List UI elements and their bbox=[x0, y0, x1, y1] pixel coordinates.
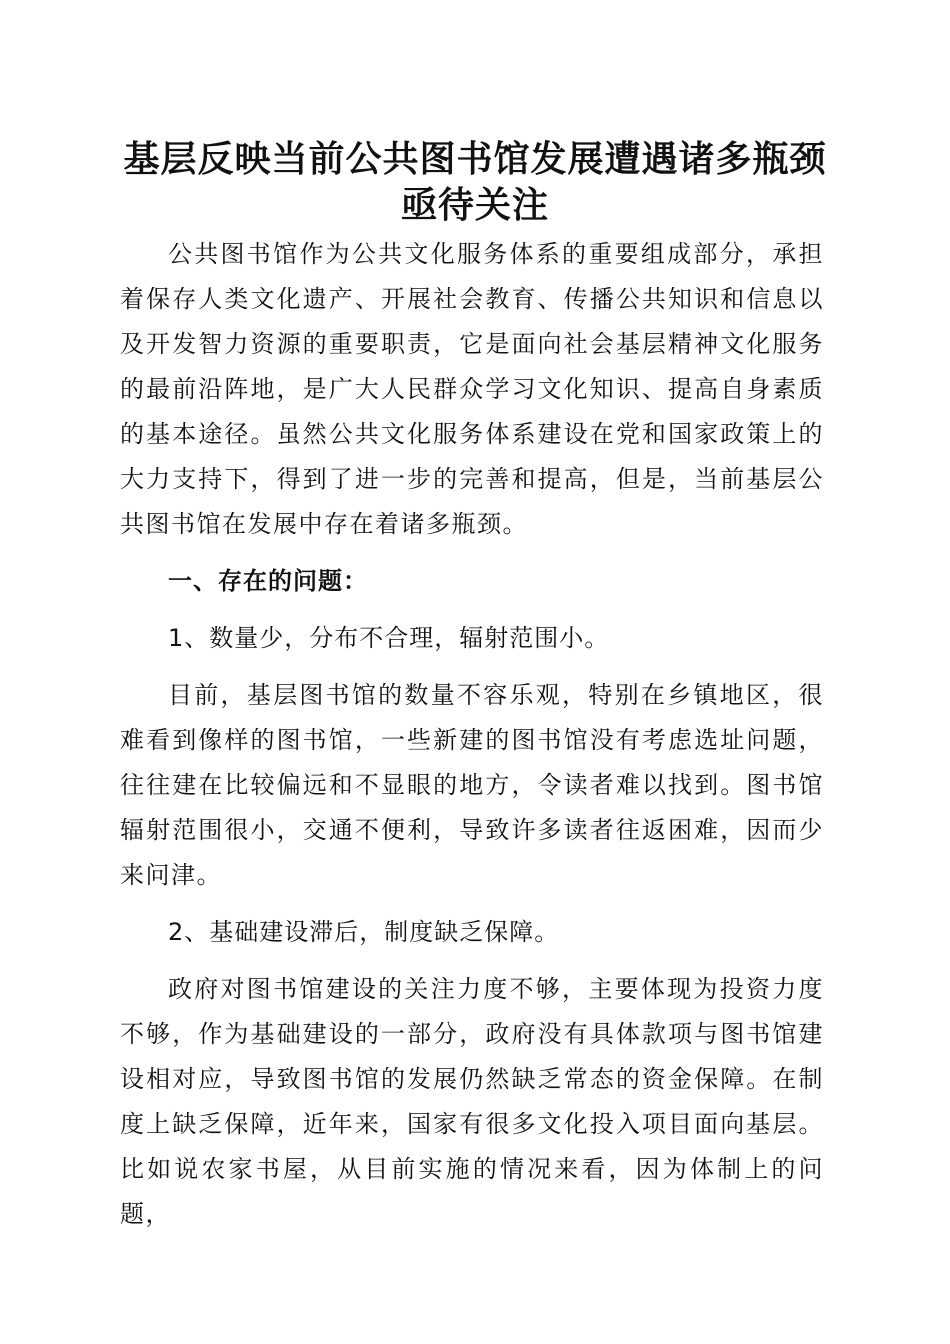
item1-heading: 1、数量少，分布不合理，辐射范围小。 bbox=[168, 624, 610, 652]
document-title: 基层反映当前公共图书馆发展遭遇诸多瓶颈亟待关注 bbox=[123, 138, 827, 226]
document-body bbox=[120, 232, 824, 1237]
item1-paragraph: 目前，基层图书馆的数量不容乐观，特别在乡镇地区，很难看到像样的图书馆，一些新建的图书馆没有考虑选址问题，往往建在比较偏远和不显眼的地方，令读者难以找到。图书馆辐射范围很小，交通不便利，导致许多读者往返困难，因而少来问津。 bbox=[120, 681, 824, 889]
intro-paragraph: 公共图书馆作为公共文化服务体系的重要组成部分，承担着保存人类文化遗产、开展社会教育、传播公共知识和信息以及开发智力资源的重要职责，它是面向社会基层精神文化服务的最前沿阵地，是广大人民群众学习文化知识、提高自身素质的基本途径。虽然公共文化服务体系建设在党和国家政策上的大力支持下，得到了进一步的完善和提高，但是，当前基层公共图书馆在发展中存在着诸多瓶颈。 bbox=[120, 240, 824, 538]
item2-paragraph: 政府对图书馆建设的关注力度不够，主要体现为投资力度不够，作为基础建设的一部分，政府没有具体款项与图书馆建设相对应，导致图书馆的发展仍然缺乏常态的资金保障。在制度上缺乏保障，近年来，国家有很多文化投入项目面向基层。比如说农家书屋，从目前实施的情况来看，因为体制上的问题， bbox=[120, 975, 824, 1228]
section-heading: 一、存在的问题： bbox=[168, 567, 368, 595]
item2-heading: 2、基础建设滞后，制度缺乏保障。 bbox=[168, 918, 560, 946]
